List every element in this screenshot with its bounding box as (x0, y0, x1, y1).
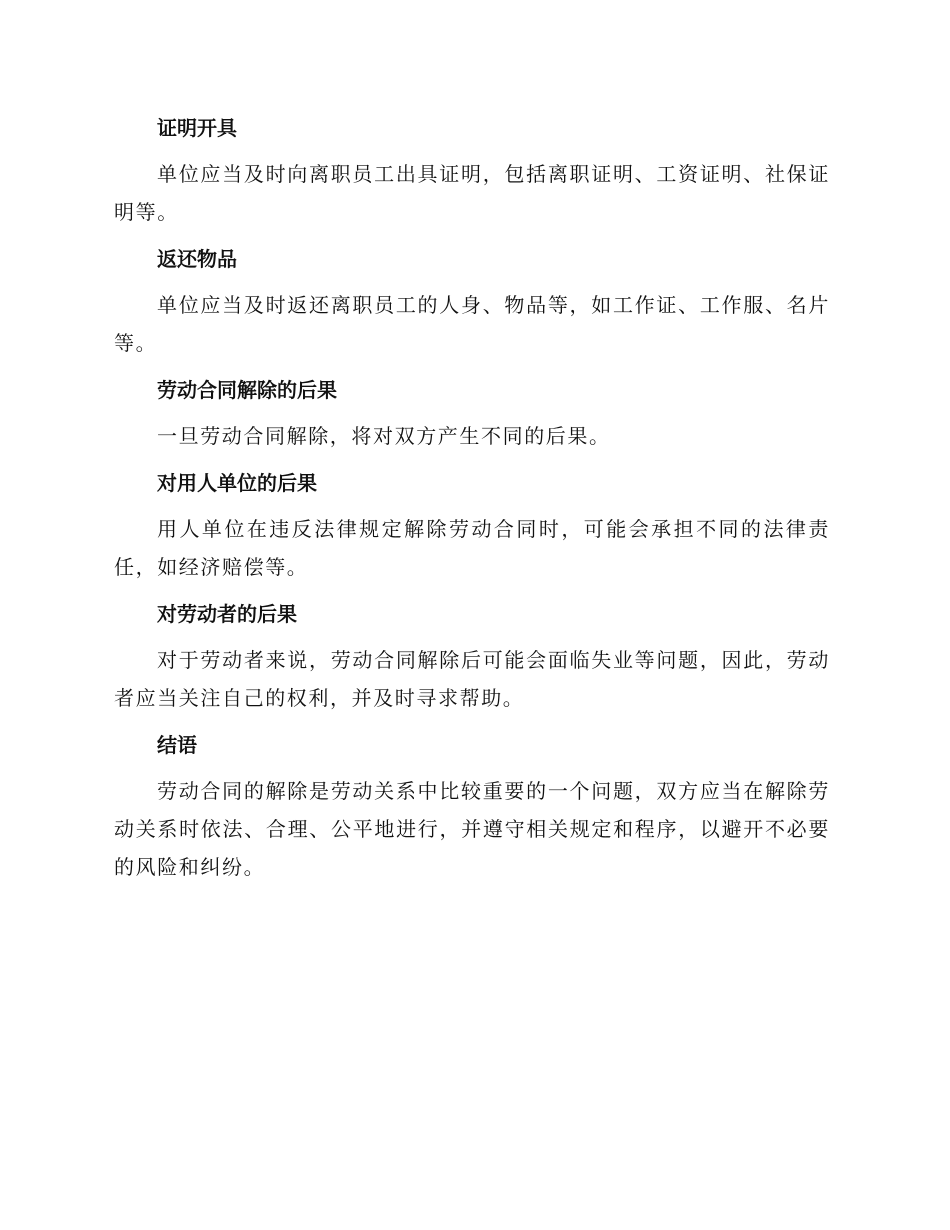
section-paragraph: 对于劳动者来说，劳动合同解除后可能会面临失业等问题，因此，劳动者应当关注自己的权利，并及时寻求帮助。 (114, 648, 830, 710)
section-heading: 劳动合同解除的后果 (157, 378, 337, 402)
section-termination-consequences (114, 376, 830, 455)
section-heading: 对劳动者的后果 (157, 602, 297, 626)
section-paragraph: 劳动合同的解除是劳动关系中比较重要的一个问题，双方应当在解除劳动关系时依法、合理、公平地进行，并遵守相关规定和程序，以避开不必要的风险和纠纷。 (114, 779, 830, 879)
section-heading: 对用人单位的后果 (157, 471, 317, 495)
section-heading: 证明开具 (157, 116, 237, 140)
section-paragraph: 单位应当及时向离职员工出具证明，包括离职证明、工资证明、社保证明等。 (114, 162, 830, 224)
section-certificates (114, 114, 830, 231)
section-worker-consequences (114, 600, 830, 717)
section-employer-consequences (114, 469, 830, 586)
section-conclusion (114, 731, 830, 886)
section-heading: 返还物品 (157, 247, 237, 271)
section-return-items (114, 245, 830, 362)
section-paragraph: 用人单位在违反法律规定解除劳动合同时，可能会承担不同的法律责任，如经济赔偿等。 (114, 517, 830, 579)
document-page (114, 100, 830, 896)
section-heading: 结语 (157, 733, 197, 757)
section-paragraph: 一旦劳动合同解除，将对双方产生不同的后果。 (157, 424, 611, 448)
section-paragraph: 单位应当及时返还离职员工的人身、物品等，如工作证、工作服、名片等。 (114, 293, 830, 355)
